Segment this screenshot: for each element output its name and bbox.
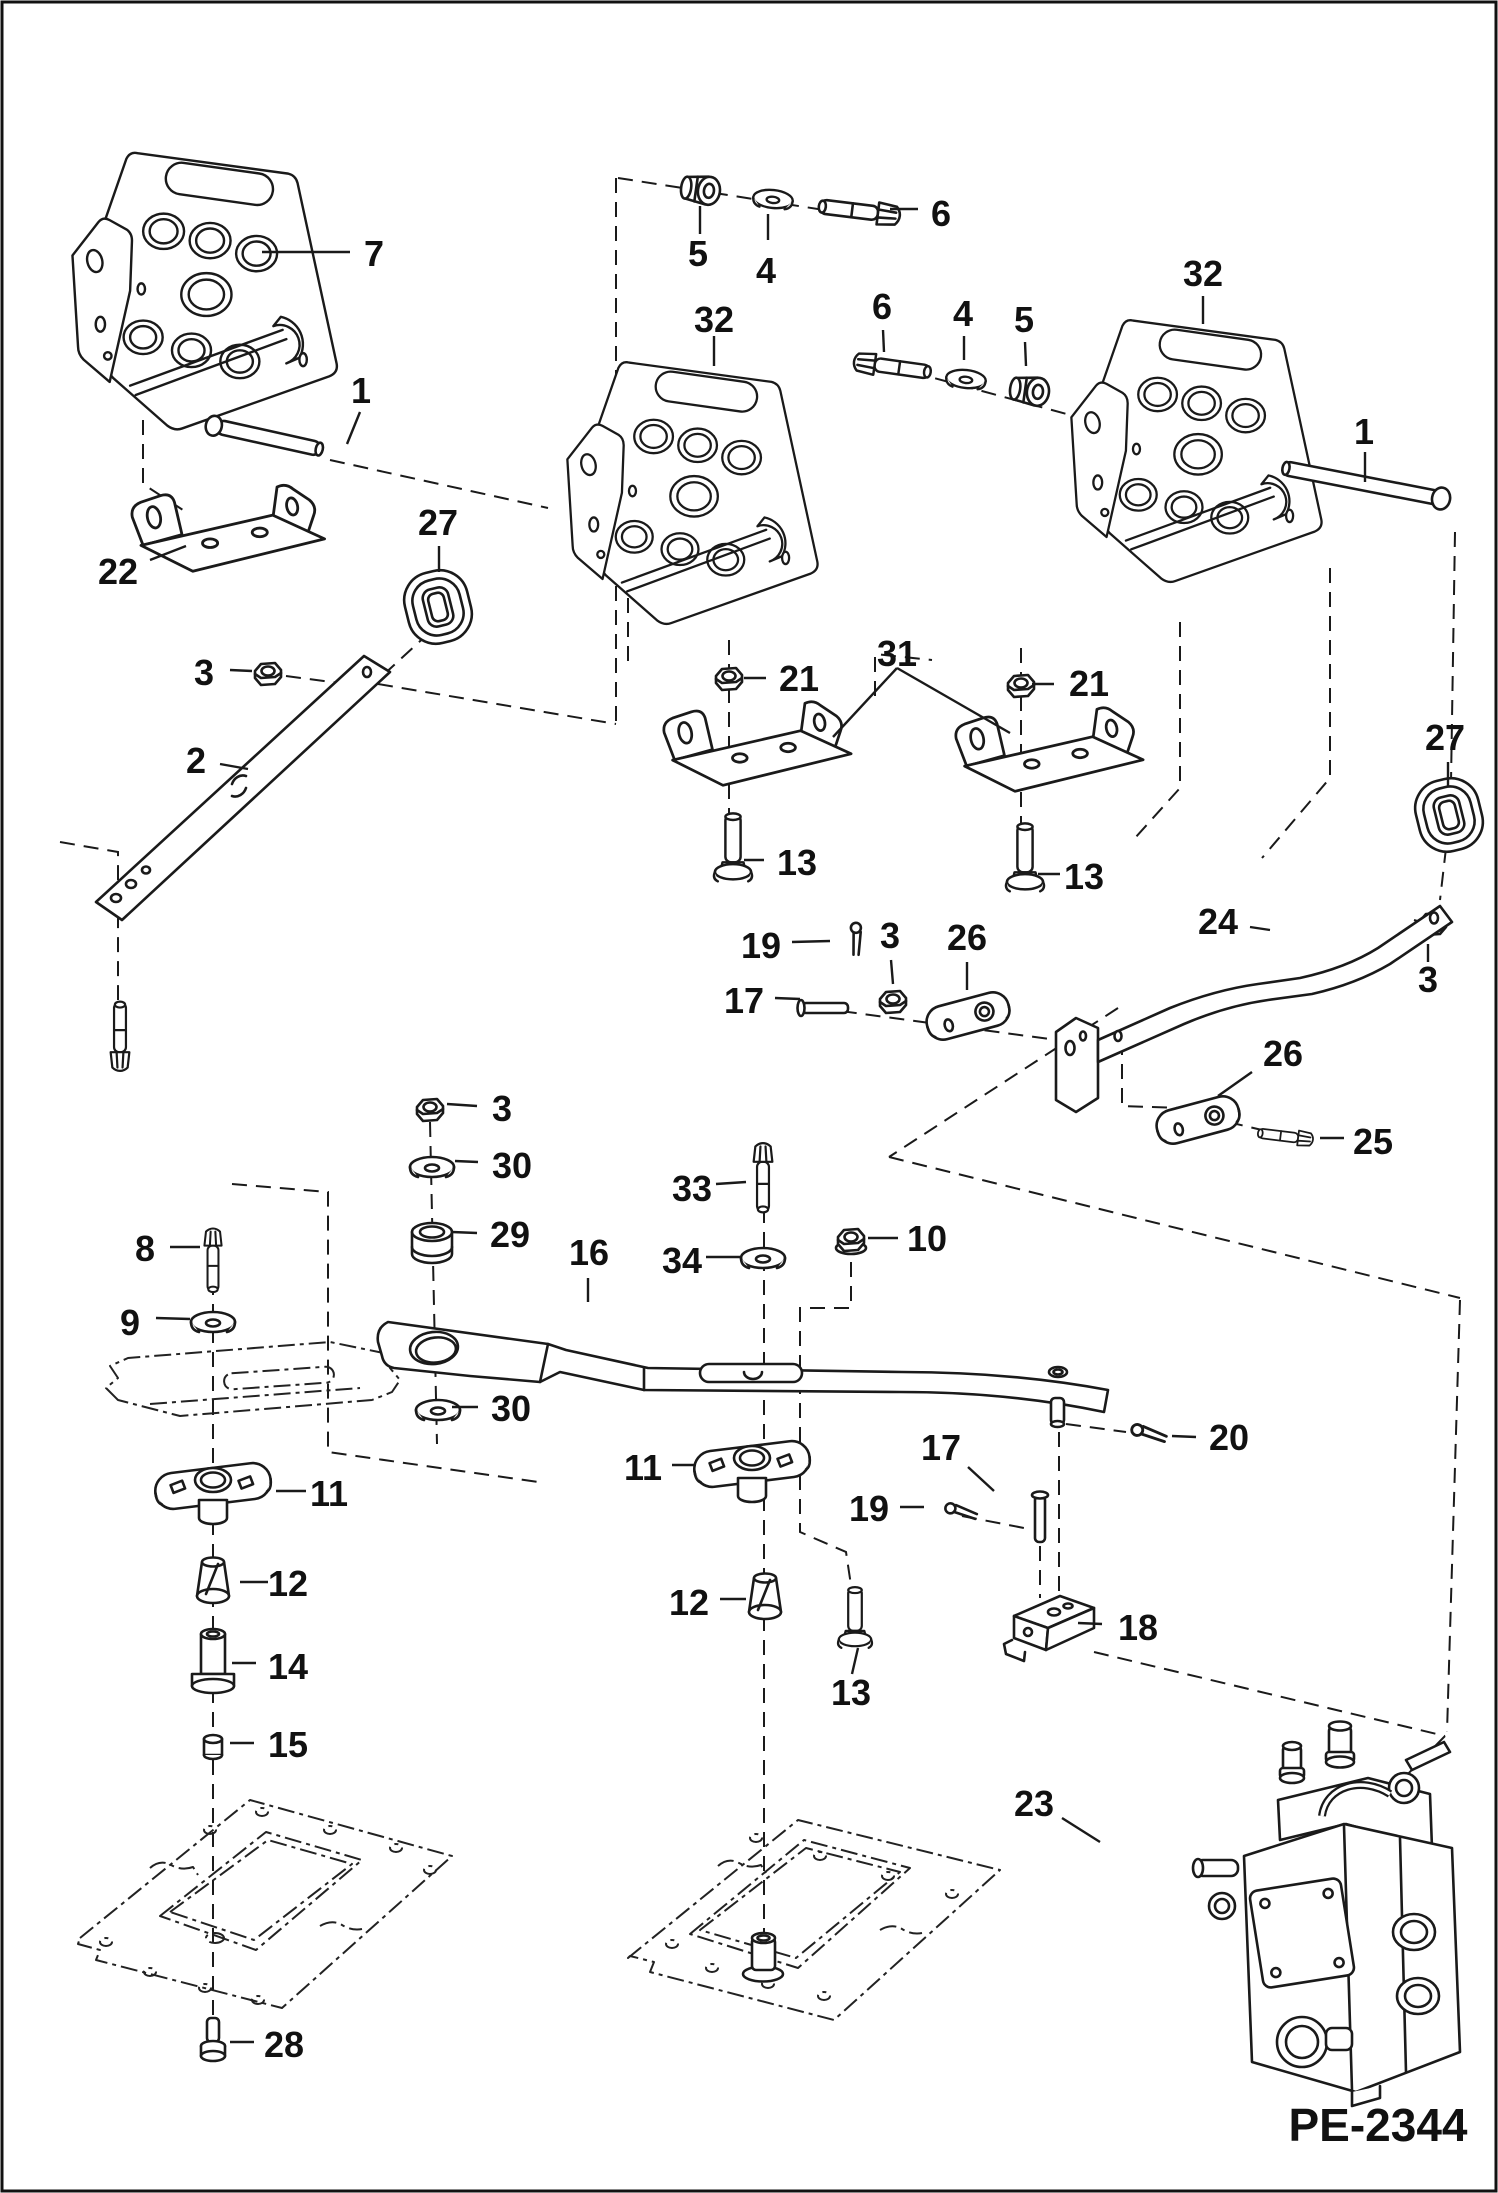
- callout-27-left: 27: [417, 502, 459, 543]
- valve-port-stub: [1193, 1859, 1238, 1877]
- carriage-bolt-13-right: [1006, 823, 1044, 891]
- callout-8: 8: [134, 1228, 156, 1269]
- base-plate-left-phantom: [78, 1800, 452, 2008]
- callout-19-upper: 19: [740, 925, 782, 966]
- bushing-5-top: [679, 173, 722, 206]
- washer-4-top: [752, 188, 793, 210]
- bolt-6-left: [111, 1002, 130, 1071]
- bushing-14: [192, 1629, 234, 1693]
- clevis-pin-17-upper: [798, 1000, 849, 1016]
- clevis-pin-17-lower: [1032, 1492, 1048, 1543]
- callout-18: 18: [1117, 1607, 1159, 1648]
- callout-1-right: 1: [1353, 411, 1375, 452]
- callout-4-mid: 4: [952, 293, 974, 334]
- mount-11-center: [692, 1439, 812, 1502]
- callout-31: 31: [876, 633, 918, 674]
- u-bracket-31-right: [956, 708, 1143, 792]
- bushing-15: [204, 1735, 222, 1759]
- callout-25: 25: [1352, 1121, 1394, 1162]
- callout-4-top: 4: [755, 250, 777, 291]
- carriage-bolt-13-left: [714, 813, 752, 881]
- callout-10: 10: [906, 1218, 948, 1259]
- nut-21-left: [716, 668, 742, 690]
- bolt-8: [204, 1228, 221, 1292]
- callout-3-left: 3: [193, 652, 215, 693]
- flange-nut-10: [836, 1229, 866, 1254]
- hydraulic-valve-23: [1193, 1722, 1460, 2107]
- callout-3-center: 3: [879, 915, 901, 956]
- callout-21-right: 21: [1068, 663, 1110, 704]
- callout-33: 33: [671, 1168, 713, 1209]
- callout-1-left: 1: [350, 370, 372, 411]
- plate-bushing-post: [743, 1933, 783, 1982]
- pedal-bracket-32-right: [1071, 320, 1321, 582]
- washer-30-upper: [410, 1157, 454, 1177]
- bolt-6-top: [818, 195, 902, 227]
- callout-20: 20: [1208, 1417, 1250, 1458]
- bolt-25: [1257, 1126, 1314, 1148]
- callout-3-stack: 3: [491, 1088, 513, 1129]
- nut-3-center: [880, 991, 906, 1013]
- callout-29: 29: [489, 1214, 531, 1255]
- callout-27-right: 27: [1424, 717, 1466, 758]
- callout-32-center: 32: [693, 299, 735, 340]
- washer-4-mid: [945, 368, 986, 390]
- pedal-link-bar-2: [96, 656, 390, 920]
- spacer-12-center: [749, 1574, 781, 1620]
- callout-14: 14: [267, 1646, 309, 1687]
- pedal-bracket-32-center: [567, 362, 817, 624]
- saddle-bracket-22: [132, 485, 325, 571]
- callout-24: 24: [1197, 901, 1239, 942]
- nut-3-stack: [417, 1099, 443, 1121]
- callout-17-lower: 17: [920, 1427, 962, 1468]
- carriage-bolt-13-center: [838, 1587, 872, 1648]
- bushing-5-mid: [1008, 374, 1051, 407]
- callout-22: 22: [97, 551, 139, 592]
- washer-34: [741, 1248, 785, 1268]
- spacer-12-left: [197, 1558, 229, 1604]
- callout-12-center: 12: [668, 1582, 710, 1623]
- cotter-pin-19-upper: [848, 922, 865, 956]
- valve-fitting: [1326, 1722, 1354, 1768]
- pivot-rod-1-left: [204, 414, 325, 459]
- bolt-28: [201, 2018, 225, 2061]
- callout-34: 34: [661, 1240, 703, 1281]
- callout-26-lower: 26: [1262, 1033, 1304, 1074]
- callout-13-midright: 13: [1063, 856, 1105, 897]
- nut-21-right: [1008, 675, 1034, 697]
- figure-code: PE-2344: [1288, 2099, 1468, 2151]
- cotter-pin-19-lower: [944, 1503, 977, 1519]
- washer-9: [191, 1312, 235, 1332]
- grommet-27-left: [398, 564, 478, 649]
- pedal-bracket-7: [72, 153, 336, 430]
- callout-2: 2: [185, 740, 207, 781]
- callout-17-upper: 17: [723, 980, 765, 1021]
- callout-28: 28: [263, 2024, 305, 2065]
- nut-3-left: [255, 663, 281, 685]
- cotter-pin-20: [1131, 1424, 1168, 1442]
- callout-9: 9: [119, 1302, 141, 1343]
- callout-32-right: 32: [1182, 253, 1224, 294]
- callout-13-midleft: 13: [776, 842, 818, 883]
- callout-3-right: 3: [1417, 959, 1439, 1000]
- callout-11-left: 11: [309, 1473, 349, 1514]
- bushing-29: [412, 1223, 452, 1263]
- bolt-6-mid: [853, 351, 933, 382]
- callout-6-mid: 6: [871, 286, 893, 327]
- valve-fitting: [1280, 1742, 1304, 1783]
- callout-19-lower: 19: [848, 1488, 890, 1529]
- callout-6-top: 6: [930, 193, 952, 234]
- link-plate-26-lower: [1153, 1093, 1243, 1148]
- callout-11-center: 11: [623, 1447, 663, 1488]
- u-bracket-31-left: [664, 702, 851, 786]
- control-bar-16: [378, 1322, 1108, 1427]
- callout-16: 16: [568, 1232, 610, 1273]
- washer-30-lower: [416, 1400, 460, 1420]
- base-plate-center-phantom: [628, 1820, 1000, 2020]
- callout-26-upper: 26: [946, 917, 988, 958]
- torn-panel-phantom: [106, 1342, 400, 1416]
- callout-30-upper: 30: [491, 1145, 533, 1186]
- callout-23: 23: [1013, 1783, 1055, 1824]
- mount-11-left: [153, 1461, 273, 1524]
- callout-5-top: 5: [687, 233, 709, 274]
- bolt-33: [754, 1143, 773, 1212]
- callout-5-mid: 5: [1013, 299, 1035, 340]
- anchor-block-18: [1004, 1596, 1094, 1661]
- link-plate-26-upper: [923, 989, 1013, 1044]
- callout-15: 15: [267, 1724, 309, 1765]
- callout-21-left: 21: [778, 658, 820, 699]
- callout-13-center: 13: [830, 1672, 872, 1713]
- callout-7: 7: [363, 233, 385, 274]
- valve-front-plate: [1249, 1877, 1355, 1988]
- callout-12-left: 12: [267, 1563, 309, 1604]
- callout-30-lower: 30: [490, 1388, 532, 1429]
